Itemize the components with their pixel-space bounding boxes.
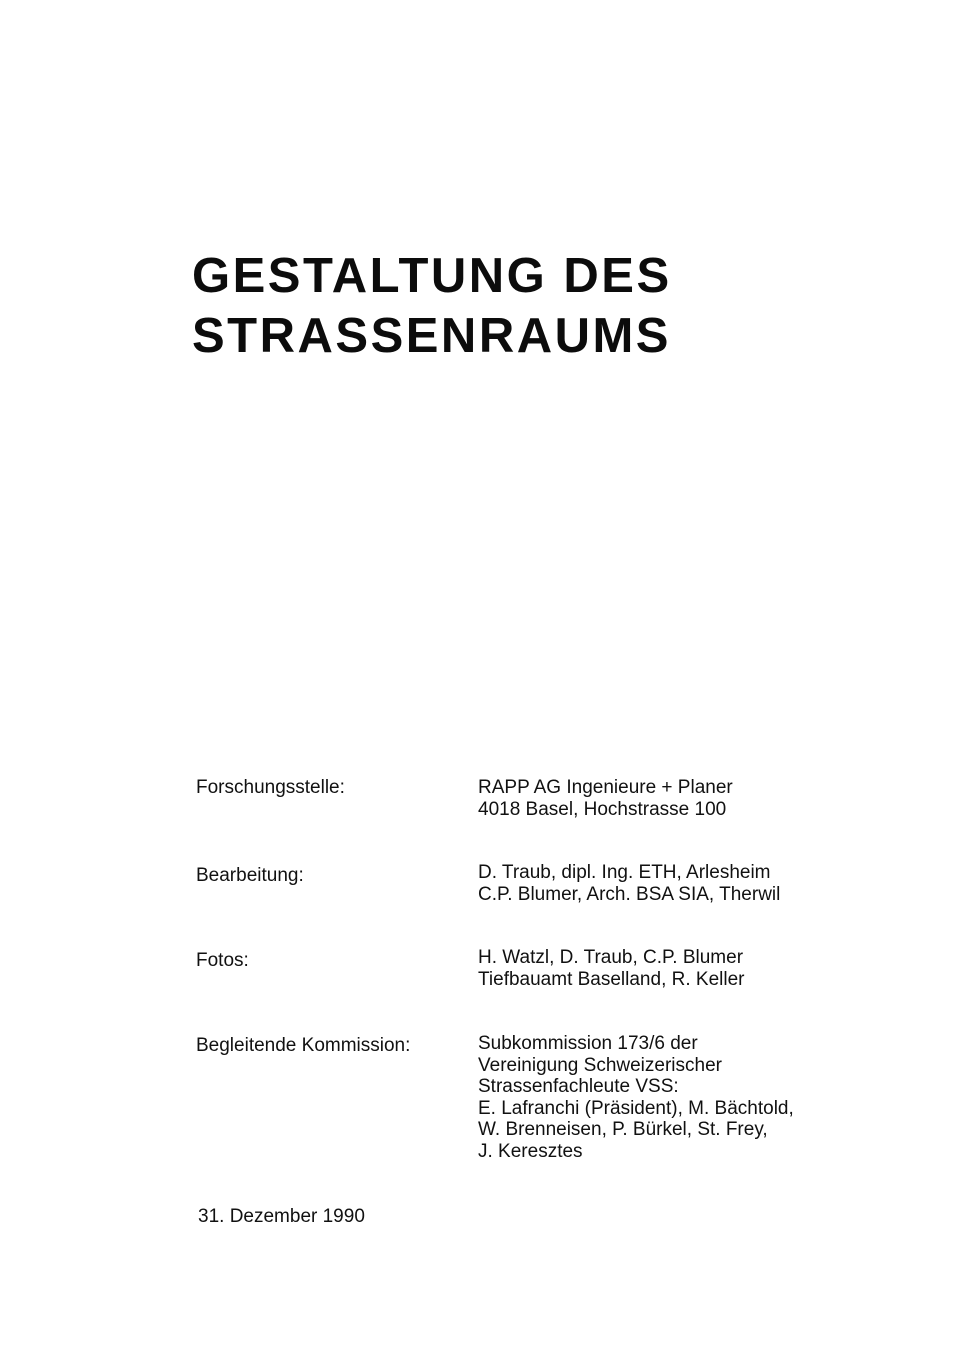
document-date: 31. Dezember 1990: [198, 1206, 365, 1227]
title-line-2: STRASSENRAUMS: [192, 309, 671, 363]
credit-value-line: H. Watzl, D. Traub, C.P. Blumer: [478, 947, 744, 968]
credit-value-line: D. Traub, dipl. Ing. ETH, Arlesheim: [478, 862, 771, 883]
credit-value-line: W. Brenneisen, P. Bürkel, St. Frey,: [478, 1119, 768, 1141]
credit-label: Fotos:: [196, 950, 249, 971]
credit-value-line: Strassenfachleute VSS:: [478, 1076, 679, 1098]
credit-label: Forschungsstelle:: [196, 777, 345, 798]
document-title: [192, 246, 672, 366]
credit-label: Bearbeitung:: [196, 865, 304, 886]
credit-value-line: 4018 Basel, Hochstrasse 100: [478, 798, 727, 820]
credit-label: Begleitende Kommission:: [196, 1035, 411, 1056]
credit-value-line: Tiefbauamt Baselland, R. Keller: [478, 968, 745, 990]
credit-value-line: RAPP AG Ingenieure + Planer: [478, 777, 733, 798]
credit-value: [478, 862, 780, 905]
credit-value-line: J. Keresztes: [478, 1140, 583, 1162]
credit-value-line: E. Lafranchi (Präsident), M. Bächtold,: [478, 1097, 794, 1119]
credit-value: [478, 947, 744, 990]
credit-value-line: Vereinigung Schweizerischer: [478, 1054, 722, 1076]
credit-value-line: C.P. Blumer, Arch. BSA SIA, Therwil: [478, 883, 781, 905]
credit-value-line: Subkommission 173/6 der: [478, 1033, 698, 1054]
title-line-1: GESTALTUNG DES: [192, 249, 672, 303]
credit-value: [478, 1033, 794, 1163]
credit-value: [478, 777, 733, 820]
